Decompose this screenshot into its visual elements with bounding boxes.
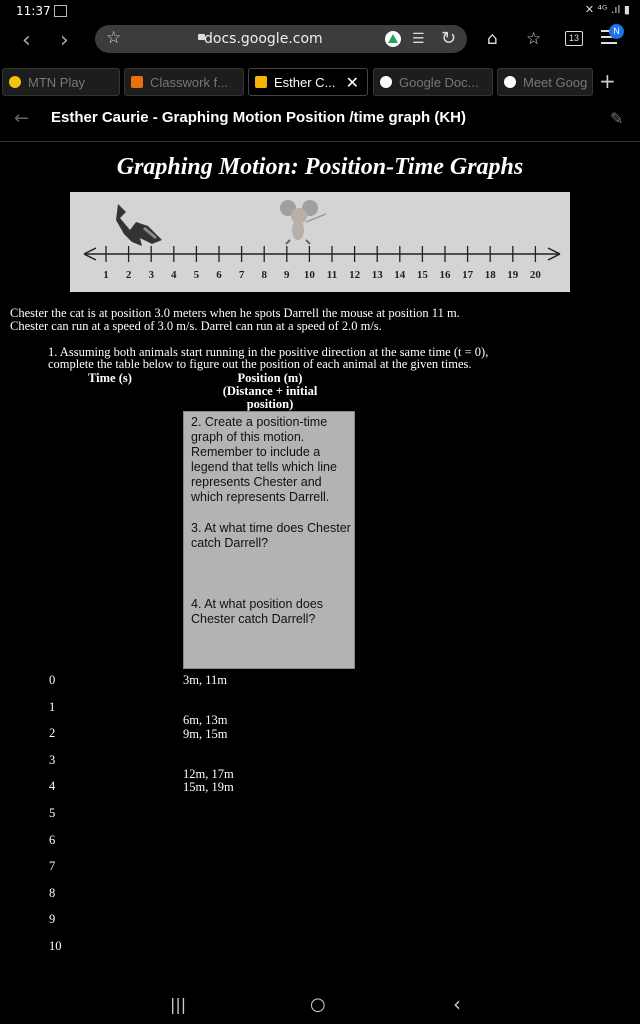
new-tab-button[interactable]: + <box>599 69 616 93</box>
axis-label: 7 <box>238 269 245 281</box>
table-header-position: Position (m) <box>237 371 303 385</box>
tab-label: Meet Goog <box>523 75 588 90</box>
google-icon <box>380 76 392 88</box>
reload-icon[interactable]: ↻ <box>441 28 457 49</box>
question-1-line-1: 1. Assuming both animals start running in the positive direction at the same time (t = 0), <box>48 345 489 359</box>
status-time: 11:37 <box>16 4 51 18</box>
google-drive-icon[interactable] <box>385 31 401 47</box>
number-line-illustration <box>70 192 570 292</box>
position-cell[interactable]: 3m, 11m <box>183 673 227 687</box>
tab-label: Google Doc... <box>399 75 479 90</box>
tab-google-docs[interactable] <box>373 68 493 96</box>
axis-label: 8 <box>261 269 267 281</box>
time-cell: 6 <box>49 832 56 847</box>
time-cell: 5 <box>49 806 56 820</box>
position-cell[interactable]: 15m, 19m <box>183 780 234 794</box>
reader-mode-icon[interactable]: ☰ <box>412 31 425 47</box>
intro-line-2: Chester can run at a speed of 3.0 m/s. Darrel can run at a speed of 2.0 m/s. <box>10 319 382 333</box>
recent-apps-button[interactable]: ||| <box>170 995 187 1014</box>
close-icon[interactable]: ✕ <box>345 73 359 92</box>
axis-label: 16 <box>439 269 451 281</box>
position-cell[interactable]: 9m, 15m <box>183 727 228 741</box>
profile-badge[interactable]: N <box>609 24 624 39</box>
tab-esther[interactable] <box>248 68 368 96</box>
cat-figure <box>116 204 162 246</box>
tab-label: MTN Play <box>28 75 86 90</box>
axis-label: 18 <box>484 269 496 281</box>
tab-mtn-play[interactable] <box>2 68 120 96</box>
home-icon[interactable]: ⌂ <box>487 29 498 49</box>
time-cell: 3 <box>49 752 56 767</box>
axis-label: 5 <box>193 269 200 281</box>
table-header-position-sub2: position) <box>246 397 294 411</box>
question-4: 4. At what position does Chester catch Darrell? <box>191 597 324 626</box>
axis-label: 3 <box>148 269 154 281</box>
table-header-time: Time (s) <box>88 371 132 385</box>
status-indicators: ✕ ⁴ᴳ .ıl ▮ <box>584 3 630 16</box>
bookmarks-icon[interactable]: ☆ <box>526 29 542 49</box>
time-cell: 10 <box>49 939 62 953</box>
axis-label: 15 <box>416 269 428 281</box>
bookmark-star-icon[interactable]: ☆ <box>106 28 122 48</box>
tab-classwork[interactable] <box>124 68 244 96</box>
mouse-figure <box>280 200 326 244</box>
docs-icon <box>255 76 267 88</box>
tab-label: Esther C... <box>274 75 336 90</box>
axis-label: 9 <box>284 269 290 281</box>
axis-label: 1 <box>103 269 109 281</box>
gallery-notification-icon <box>54 5 67 17</box>
google-icon <box>504 76 516 88</box>
axis-label: 2 <box>125 269 132 281</box>
time-cell: 2 <box>49 726 56 741</box>
axis-label: 14 <box>394 269 406 281</box>
axis-label: 17 <box>462 269 474 281</box>
position-cell[interactable]: 12m, 17m <box>183 767 234 781</box>
doc-title: Esther Caurie - Graphing Motion Position /time graph (KH) <box>51 109 467 126</box>
axis-label: 12 <box>349 269 361 281</box>
time-cell: 4 <box>49 779 56 794</box>
questions-box <box>183 411 355 669</box>
url-text[interactable]: docs.google.com <box>204 31 323 47</box>
intro-line-1: Chester the cat is at position 3.0 meters when he spots Darrell the mouse at position 11 m. <box>10 306 460 320</box>
axis-labels <box>103 269 541 281</box>
edit-pencil-icon[interactable]: ✎ <box>610 109 624 128</box>
time-cell: 8 <box>49 885 56 900</box>
back-icon[interactable]: ← <box>14 108 30 129</box>
time-cell: 9 <box>49 912 56 927</box>
time-cell: 7 <box>49 859 56 874</box>
axis-label: 4 <box>171 269 177 281</box>
tab-label: Classwork f... <box>150 75 229 90</box>
axis-label: 19 <box>507 269 519 281</box>
number-line-image <box>70 192 570 292</box>
table-header-position-sub: (Distance + initial <box>222 384 318 398</box>
question-1-line-2: complete the table below to figure out the position of each animal at the given times. <box>48 357 472 371</box>
axis-label: 6 <box>216 269 222 281</box>
question-3: 3. At what time does Chester catch Darrell? <box>191 521 351 550</box>
back-arrow-icon[interactable]: ‹ <box>22 28 31 53</box>
classroom-icon <box>131 76 143 88</box>
axis-label: 10 <box>303 269 315 281</box>
home-button[interactable]: ○ <box>310 994 326 1015</box>
page-heading: Graphing Motion: Position-Time Graphs <box>116 154 524 180</box>
question-2: 2. Create a position-time graph of this motion. Remember to include a legend that tells which line represents Chester and which represents Darrell. <box>191 415 337 504</box>
time-cell: 1 <box>49 699 56 714</box>
axis-label: 13 <box>371 269 383 281</box>
axis-label: 11 <box>326 269 338 281</box>
tab-count-icon[interactable]: 13 <box>565 31 583 46</box>
position-cell[interactable]: 6m, 13m <box>183 713 228 727</box>
mtn-icon <box>9 76 21 88</box>
status-bar <box>0 0 640 22</box>
forward-arrow-icon[interactable]: › <box>60 28 69 53</box>
time-cell: 0 <box>49 673 56 687</box>
back-button[interactable]: ‹ <box>453 992 461 1016</box>
tab-meet[interactable] <box>497 68 593 96</box>
axis-label: 20 <box>529 269 541 281</box>
